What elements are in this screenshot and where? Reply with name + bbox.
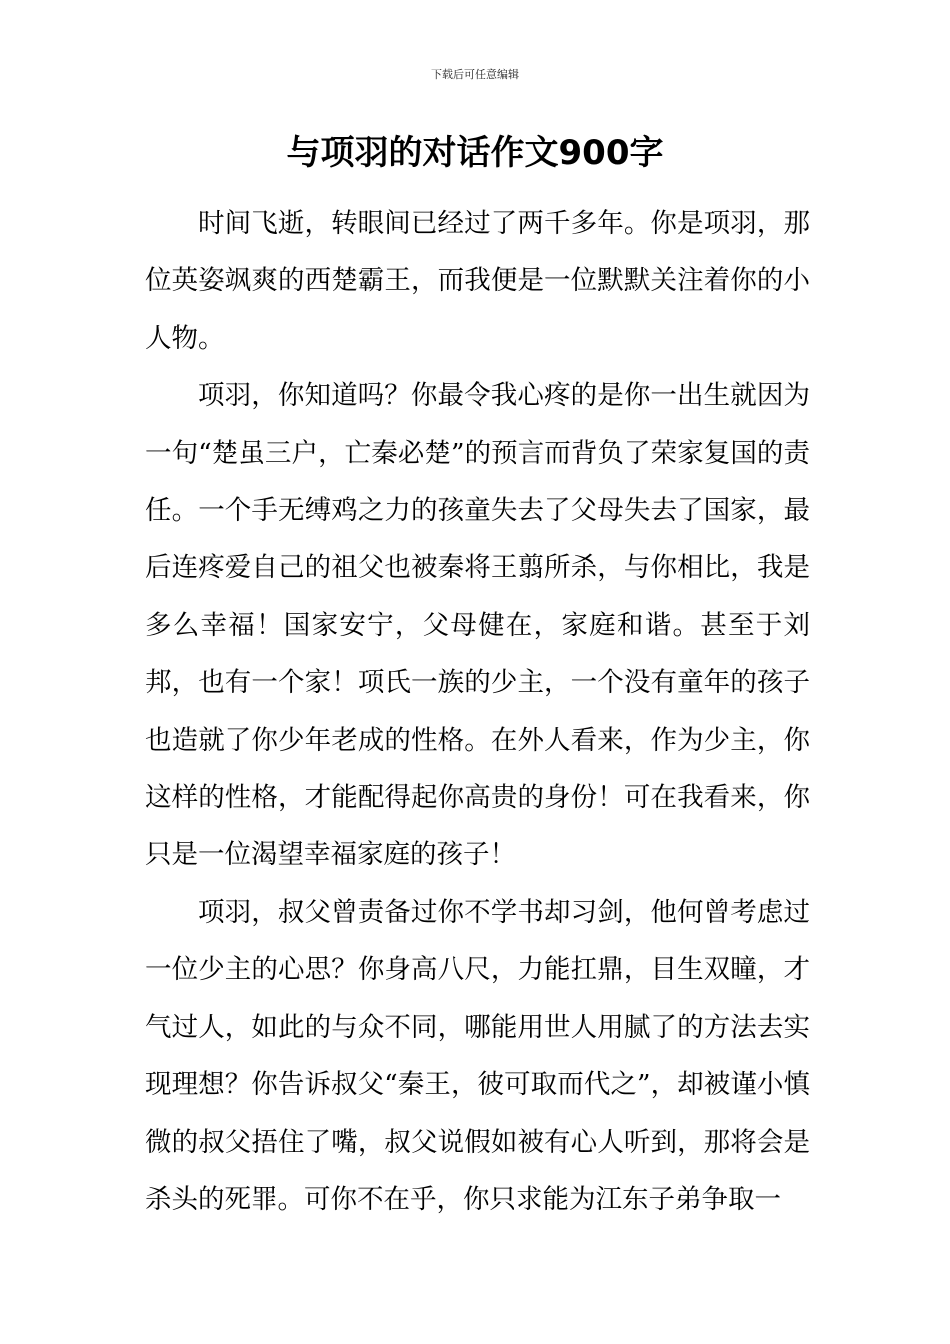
document-body — [145, 195, 810, 1228]
header-note: 下载后可任意编辑 — [431, 68, 519, 81]
paragraph-2: 项羽，你知道吗？你最令我心疼的是你一出生就因为一句“楚虽三户，亡秦必楚”的预言而背负了荣家复国的责任。一个手无缚鸡之力的孩童失去了父母失去了国家，最后连疼爱自己的祖父也被秦将王翦所杀，与你相比，我是多么幸福！国家安宁，父母健在，家庭和谐。甚至于刘邦，也有一个家！项氏一族的少主，一个没有童年的孩子也造就了你少年老成的性格。在外人看来，作为少主，你这样的性格，才能配得起你高贵的身份！可在我看来，你只是一位渴望幸福家庭的孩子！ — [145, 380, 810, 871]
paragraph-1: 时间飞逝，转眼间已经过了两千多年。你是项羽，那位英姿飒爽的西楚霸王，而我便是一位默默关注着你的小人物。 — [145, 208, 810, 354]
document-title: 与项羽的对话作文900字 — [286, 133, 664, 173]
paragraph-3: 项羽，叔父曾责备过你不学书却习剑，他何曾考虑过一位少主的心思？你身高八尺，力能扛鼎，目生双瞳，才气过人，如此的与众不同，哪能用世人用腻了的方法去实现理想？你告诉叔父“秦王，彼可取而代之”，却被谨小慎微的叔父捂住了嘴，叔父说假如被有心人听到，那将会是杀头的死罪。可你不在乎，你只求能为江东子弟争取一 — [145, 896, 810, 1215]
